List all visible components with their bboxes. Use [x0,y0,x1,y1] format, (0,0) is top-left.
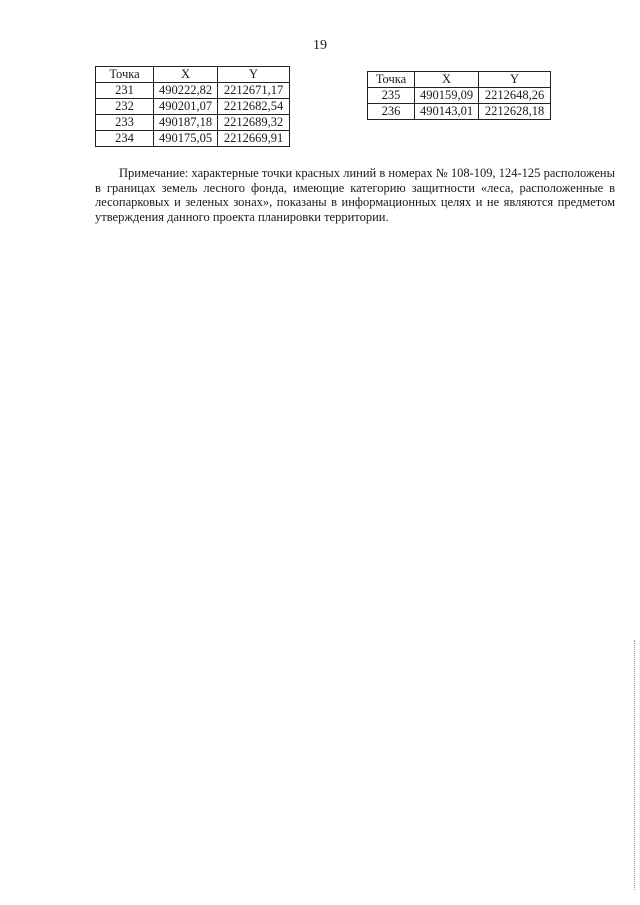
cell-y: 2212689,32 [218,115,290,131]
table-row [96,83,290,99]
cell-y: 2212628,18 [479,104,551,120]
table-header-row [368,72,551,88]
column-header-point: Точка [96,67,154,83]
column-header-point: Точка [368,72,415,88]
cell-x: 490143,01 [415,104,479,120]
cell-point: 234 [96,131,154,147]
cell-point: 232 [96,99,154,115]
table-row [368,88,551,104]
table-header-row [96,67,290,83]
cell-x: 490222,82 [154,83,218,99]
table-row [96,115,290,131]
column-header-y: Y [479,72,551,88]
scan-edge-mark [634,640,636,890]
cell-point: 235 [368,88,415,104]
cell-x: 490187,18 [154,115,218,131]
cell-y: 2212682,54 [218,99,290,115]
cell-point: 233 [96,115,154,131]
cell-y: 2212648,26 [479,88,551,104]
column-header-y: Y [218,67,290,83]
cell-y: 2212669,91 [218,131,290,147]
page-number: 19 [313,38,327,53]
cell-x: 490159,09 [415,88,479,104]
coordinates-table-left [95,66,290,147]
table-row [96,99,290,115]
column-header-x: X [154,67,218,83]
note-paragraph: Примечание: характерные точки красных линий в номерах № 108-109, 124-125 расположены в границах земель лесного фонда, имеющие категорию защитности «леса, расположенные в лесопарковых и зеленых зонах», показаны в информационных целях и не являются предметом утверждения данного проекта планировки территории. [95,166,615,224]
coordinates-table-right [367,71,551,120]
table-row [96,131,290,147]
table-row [368,104,551,120]
column-header-x: X [415,72,479,88]
cell-point: 236 [368,104,415,120]
cell-x: 490175,05 [154,131,218,147]
cell-y: 2212671,17 [218,83,290,99]
cell-x: 490201,07 [154,99,218,115]
cell-point: 231 [96,83,154,99]
